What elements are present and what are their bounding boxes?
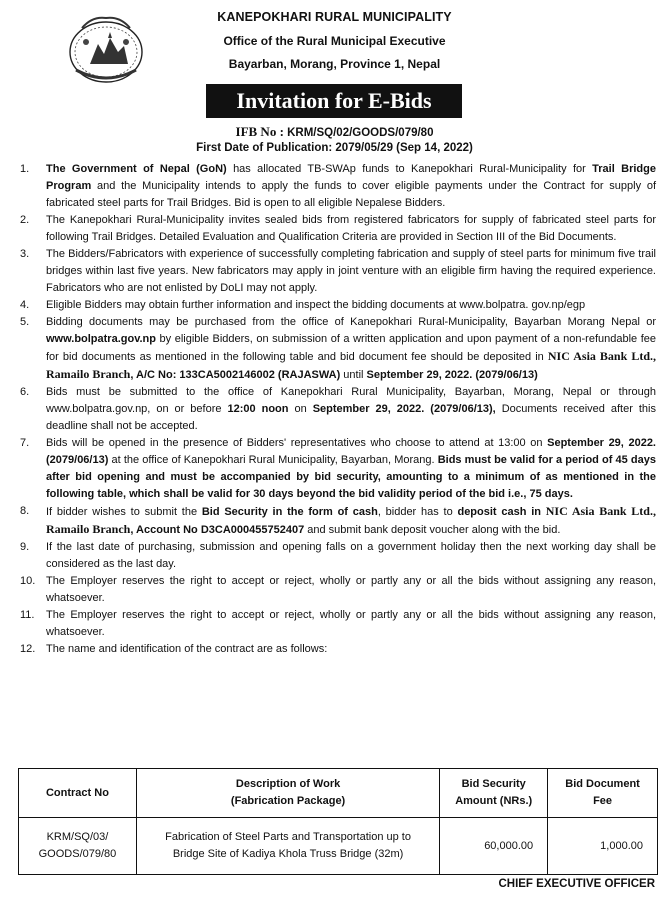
ifb-value: KRM/SQ/02/GOODS/079/80	[287, 127, 434, 139]
header-contract-no: Contract No	[19, 769, 137, 818]
office-name: Office of the Rural Municipal Executive	[223, 34, 446, 48]
cell-contract-no: KRM/SQ/03/ GOODS/079/80	[19, 818, 137, 875]
list-item: 10. The Employer reserves the right to accept or reject, wholly or partly any or all the bids without assigning any reason, whatsoever.	[20, 575, 656, 604]
list-item: 5. Bidding documents may be purchased from the office of Kanepokhari Rural-Municipality, Bayarban Morang Nepal or www.bolpatra.gov.np by eligible Bidders, on submission of a written application and upon payment of a non-refundable fee for bid documents as mentioned in the following table and bid document fee should be deposited in NIC Asia Bank Ltd., Ramailo Branch, A/C No: 133CA5002146002 (RAJASWA) until September 29, 2022. (2079/06/13)	[20, 316, 656, 381]
list-item: 3. The Bidders/Fabricators with experience of successfully completing fabrication and supply of steel parts for minimum five trail bridges within last five years. New fabricators may apply in joint venture with an eligible firm having the required experience. Fabricators who are not enlisted by DoLI may not apply.	[20, 248, 656, 294]
header-description: Description of Work (Fabrication Package)	[136, 769, 439, 818]
list-item: 9. If the last date of purchasing, submission and opening falls on a government holiday then the next working day shall be considered as the last day.	[20, 541, 656, 570]
cell-bid-security: 60,000.00	[440, 818, 548, 875]
table-header-row	[19, 769, 658, 818]
list-item: 4. Eligible Bidders may obtain further information and inspect the bidding documents at www.bolpatra. gov.np/egp	[20, 299, 586, 311]
contract-table	[18, 768, 658, 875]
list-item: 7. Bids will be opened in the presence of Bidders' representatives who choose to attend at 13:00 on September 29, 2022. (2079/06/13) at the office of Kanepokhari Rural Municipality, Bayarban, Morang. Bids must be valid for a period of 45 days after bid opening and must be accompanied by bid security, amounting to a minimum of as mentioned in the following table, which shall be valid for 30 days beyond the bid validity period of the bid i.e., 75 days.	[20, 437, 656, 500]
ifb-label: IFB No :	[235, 124, 284, 139]
page-title: Invitation for E-Bids	[206, 84, 462, 118]
signatory: CHIEF EXECUTIVE OFFICER	[498, 878, 655, 890]
list-item: 2. The Kanepokhari Rural-Municipality invites sealed bids from registered fabricators for supply of fabricated steel parts for following Trail Bridges. Detailed Evaluation and Qualification Criteria are provided in Section III of the Bid Documents.	[20, 214, 656, 243]
list-item: 11. The Employer reserves the right to accept or reject, wholly or partly any or all the bids without assigning any reason, whatsoever.	[20, 609, 656, 638]
office-address: Bayarban, Morang, Province 1, Nepal	[228, 57, 441, 71]
cell-document-fee: 1,000.00	[548, 818, 658, 875]
cell-description: Fabrication of Steel Parts and Transportation up to Bridge Site of Kadiya Khola Truss Bridge (32m)	[136, 818, 439, 875]
list-item: 8. If bidder wishes to submit the Bid Security in the form of cash, bidder has to deposit cash in NIC Asia Bank Ltd., Ramailo Branch, Account No D3CA000455752407 and submit bank deposit voucher along with the bid.	[20, 504, 656, 536]
table-row	[19, 818, 658, 875]
list-item: 6. Bids must be submitted to the office of Kanepokhari Rural Municipality, Bayarban, Morang, Nepal or through www.bolpatra.gov.np, on or before 12:00 noon on September 29, 2022. (2079/06/13), Documents received after this deadline shall not be accepted.	[20, 386, 656, 432]
list-item: 1. The Government of Nepal (GoN) has allocated TB-SWAp funds to Kanepokhari Rural-Municipality for Trail Bridge Program and the Municipality intends to apply the funds to cover eligible payments under the Contract for supply of fabricated steel parts for Trail Bridges. Bid is open to all eligible Nepalese Bidders.	[20, 163, 656, 209]
ifb-number	[0, 124, 669, 140]
list-item: 12. The name and identification of the contract are as follows:	[20, 643, 328, 655]
municipality-name: KANEPOKHARI RURAL MUNICIPALITY	[217, 10, 452, 24]
header-document-fee: Bid Document Fee	[548, 769, 658, 818]
publication-date: First Date of Publication: 2079/05/29 (Sep 14, 2022)	[196, 142, 473, 154]
notice-items	[20, 161, 656, 658]
header-bid-security: Bid Security Amount (NRs.)	[440, 769, 548, 818]
